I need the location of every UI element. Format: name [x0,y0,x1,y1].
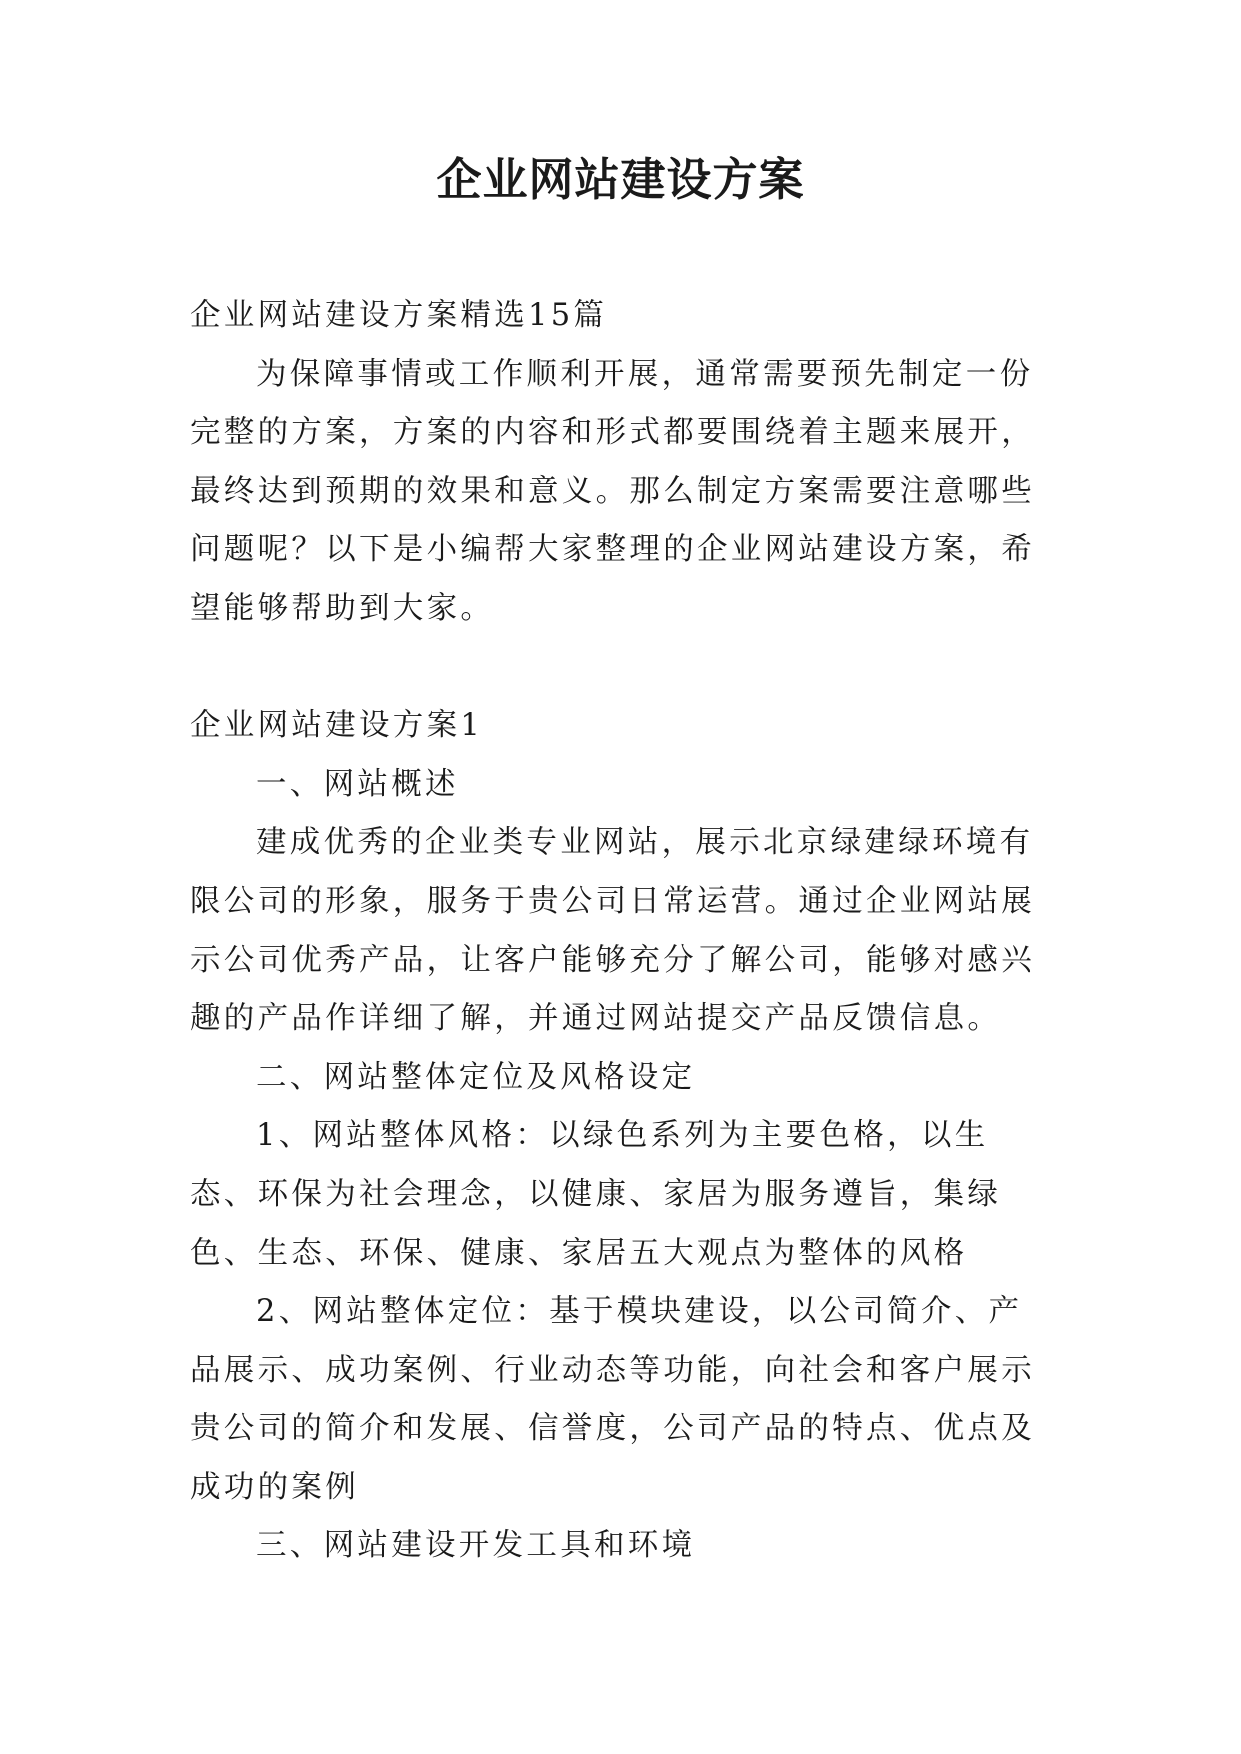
style-item: 1、网站整体风格：以绿色系列为主要色格，以生态、环保为社会理念，以健康、家居为服务遵旨，集绿色、生态、环保、健康、家居五大观点为整体的风格 [190,1118,1002,1271]
heading-overview: 一、网站概述 [256,766,459,802]
document-subtitle: 企业网站建设方案精选15篇 [190,298,608,333]
document-body [190,287,1052,1576]
overview-paragraph: 建成优秀的企业类专业网站，展示北京绿建绿环境有限公司的形象，服务于贵公司日常运营。通过企业网站展示公司优秀产品，让客户能够充分了解公司，能够对感兴趣的产品作详细了解，并通过网站提交产品反馈信息。 [190,825,1035,1037]
paragraph-spacer [190,639,1052,698]
intro-paragraph: 为保障事情或工作顺利开展，通常需要预先制定一份完整的方案，方案的内容和形式都要围绕着主题来展开，最终达到预期的效果和意义。那么制定方案需要注意哪些问题呢？以下是小编帮大家整理的企业网站建设方案，希望能够帮助到大家。 [190,356,1035,626]
heading-positioning: 二、网站整体定位及风格设定 [256,1059,696,1095]
positioning-item: 2、网站整体定位：基于模块建设，以公司简介、产品展示、成功案例、行业动态等功能，向社会和客户展示贵公司的简介和发展、信誉度，公司产品的特点、优点及成功的案例 [190,1294,1035,1505]
heading-tools: 三、网站建设开发工具和环境 [256,1528,696,1564]
document-title: 企业网站建设方案 [436,153,805,206]
section-title: 企业网站建设方案1 [190,708,484,744]
